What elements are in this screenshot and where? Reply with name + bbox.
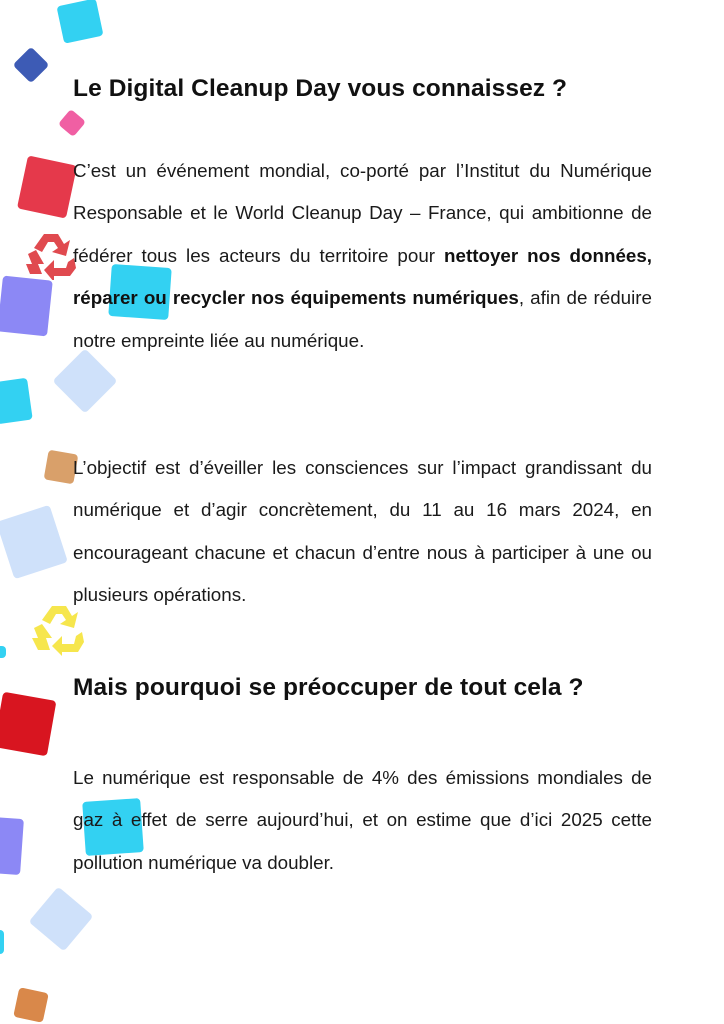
decor-square-lightblue-2 xyxy=(0,505,68,579)
decor-square-darkred xyxy=(0,692,56,757)
decor-square-cyan-3 xyxy=(0,378,33,425)
decor-square-violet xyxy=(0,276,53,337)
decor-square-pink xyxy=(58,109,86,137)
decor-square-cyan-small xyxy=(0,646,6,658)
paragraph-objective: L’objectif est d’éveiller les consciences sur l’impact grandissant du numérique et d’agir concrètement, du 11 au 16 mars 2024, en encourageant chacune et chacun d’entre nous à participer à une ou plusieurs opérations. xyxy=(73,457,652,606)
section-heading-digital-cleanup-day: Le Digital Cleanup Day vous connaissez ? xyxy=(73,75,568,102)
decor-square-lightblue-3 xyxy=(29,887,94,952)
paragraph-emissions: Le numérique est responsable de 4% des émissions mondiales de gaz à effet de serre aujourd’hui, et on estime que d’ici 2025 cette pollution numérique va doubler. xyxy=(73,767,652,873)
paragraph-description-bold: nettoyer nos données, réparer ou recycler nos équipements numériques xyxy=(73,244,652,309)
section-heading-why: Mais pourquoi se préoccuper de tout cela ? xyxy=(73,674,584,701)
decor-square-cyan-edge xyxy=(0,930,4,954)
recycle-icon xyxy=(24,230,78,280)
decor-square-violet-2 xyxy=(0,817,24,875)
decor-square-navy xyxy=(13,47,50,84)
decor-square-orange xyxy=(13,987,49,1023)
decor-square-red xyxy=(17,155,77,218)
decor-square-cyan-top xyxy=(56,0,103,44)
paragraph-description-intro: C’est un événement mondial, co-porté par l’Institut du Numérique Responsable et le World Cleanup Day – France, qui ambitionne de fédérer tous les acteurs du territoire pour xyxy=(73,160,652,266)
paragraph-description-end: , afin de réduire notre empreinte liée au numérique. xyxy=(73,287,652,351)
paragraph-description xyxy=(73,150,652,362)
